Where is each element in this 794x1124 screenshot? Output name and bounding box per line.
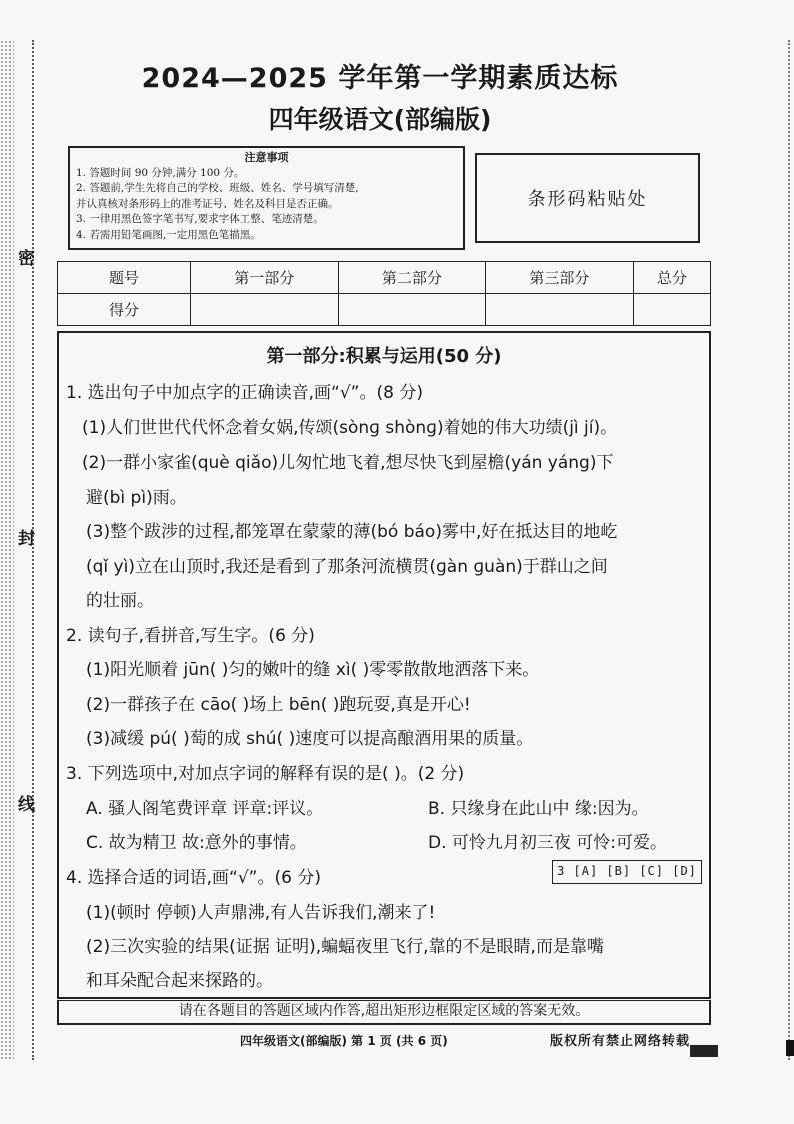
score-header: 第二部分 bbox=[338, 262, 486, 294]
q3-option-c[interactable]: C. 故为精卫 故:意外的事情。 bbox=[86, 833, 307, 853]
q4-line[interactable]: (2)三次实验的结果(证据 证明),蝙蝠夜里飞行,靠的不是眼睛,而是靠嘴 bbox=[86, 937, 604, 957]
exam-subtitle: 四年级语文(部编版) bbox=[268, 105, 492, 134]
edge-mark bbox=[786, 1040, 794, 1056]
notice-item: 3. 一律用黑色签字笔书写,要求字体工整、笔迹清楚。 bbox=[76, 213, 324, 225]
score-cell[interactable] bbox=[486, 294, 634, 326]
q2-line[interactable]: (3)减缓 pú( )萄的成 shú( )速度可以提高酿酒用果的质量。 bbox=[86, 729, 534, 749]
notice-box bbox=[68, 146, 465, 250]
q3-option-a[interactable]: A. 骚人阁笔费评章 评章:评议。 bbox=[86, 799, 324, 819]
q3-stem[interactable]: 3. 下列选项中,对加点字词的解释有误的是( )。(2 分) bbox=[66, 764, 465, 784]
score-row-label: 得分 bbox=[58, 294, 191, 326]
seal-line bbox=[32, 40, 34, 1060]
score-table bbox=[57, 261, 711, 326]
score-cell[interactable] bbox=[633, 294, 710, 326]
notice-item: 4. 若需用铅笔画图,一定用黑色笔描黑。 bbox=[76, 228, 261, 241]
notice-item: 2. 答题前,学生先将自己的学校、班级、姓名、学号填写清楚, bbox=[76, 182, 359, 194]
copyright-notice: 版权所有禁止网络转载 bbox=[550, 1034, 691, 1049]
seal-char-feng: 封 bbox=[18, 529, 35, 549]
q2-line[interactable]: (2)一群孩子在 cāo( )场上 bēn( )跑玩耍,真是开心! bbox=[86, 695, 471, 715]
q1-line: (qǐ yì)立在山顶时,我还是看到了那条河流横贯(ɡàn ɡuàn)于群山之间 bbox=[86, 557, 608, 577]
score-cell[interactable] bbox=[338, 294, 486, 326]
page-footer: 四年级语文(部编版) 第 1 页 (共 6 页) bbox=[240, 1034, 448, 1048]
footer-mark bbox=[690, 1045, 718, 1057]
q2-stem: 2. 读句子,看拼音,写生字。(6 分) bbox=[66, 626, 315, 646]
q2-line[interactable]: (1)阳光顺着 jūn( )匀的嫩叶的缝 xì( )零零散散地洒落下来。 bbox=[86, 660, 540, 680]
section-title: 第一部分:积累与运用(50 分) bbox=[266, 346, 502, 367]
q1-stem: 1. 选出句子中加点字的正确读音,画“√”。(8 分) bbox=[66, 383, 423, 403]
q1-line: 避(bì pì)雨。 bbox=[86, 488, 187, 508]
q1-line: (2)一群小家雀(què qiǎo)儿匆忙地飞着,想尽快飞到屋檐(yán yáng)下 bbox=[82, 453, 614, 473]
q4-stem: 4. 选择合适的词语,画“√”。(6 分) bbox=[66, 868, 321, 888]
score-header: 总分 bbox=[633, 262, 710, 294]
seal-char-xian: 线 bbox=[18, 795, 35, 815]
score-header: 第一部分 bbox=[191, 262, 339, 294]
barcode-area[interactable] bbox=[475, 153, 700, 243]
notice-title: 注意事项 bbox=[244, 151, 289, 164]
score-cell[interactable] bbox=[191, 294, 339, 326]
q3-option-d[interactable]: D. 可怜九月初三夜 可怜:可爱。 bbox=[428, 833, 668, 853]
q1-line: (3)整个跋涉的过程,都笼罩在蒙蒙的薄(bó báo)雾中,好在抵达目的地屹 bbox=[86, 522, 618, 542]
q4-line: 和耳朵配合起来探路的。 bbox=[86, 971, 273, 991]
exam-title: 2024—2025 学年第一学期素质达标 bbox=[141, 63, 619, 94]
q4-line[interactable]: (1)(顿时 停顿)人声鼎沸,有人告诉我们,潮来了! bbox=[86, 903, 436, 923]
q1-line: 的壮丽。 bbox=[86, 591, 154, 611]
right-edge-line bbox=[788, 40, 794, 1060]
seal-char-mi: 密 bbox=[18, 249, 35, 269]
answer-area-notice: 请在各题目的答题区域内作答,超出矩形边框限定区域的答案无效。 bbox=[57, 1000, 711, 1025]
answer-choice-box[interactable]: 3 [A] [B] [C] [D] bbox=[552, 860, 702, 884]
notice-item: 1. 答题时间 90 分钟,满分 100 分。 bbox=[76, 166, 245, 179]
score-header: 第三部分 bbox=[486, 262, 634, 294]
notice-item: 并认真核对条形码上的准考证号、姓名及科目是否正确。 bbox=[76, 197, 339, 210]
score-header: 题号 bbox=[58, 262, 191, 294]
barcode-label: 条形码粘贴处 bbox=[527, 189, 648, 210]
q3-option-b[interactable]: B. 只缘身在此山中 缘:因为。 bbox=[428, 799, 649, 819]
q1-line: (1)人们世世代代怀念着女娲,传颂(sònɡ shònɡ)着她的伟大功绩(jì jí)。 bbox=[82, 418, 618, 438]
binding-margin bbox=[0, 40, 14, 1060]
